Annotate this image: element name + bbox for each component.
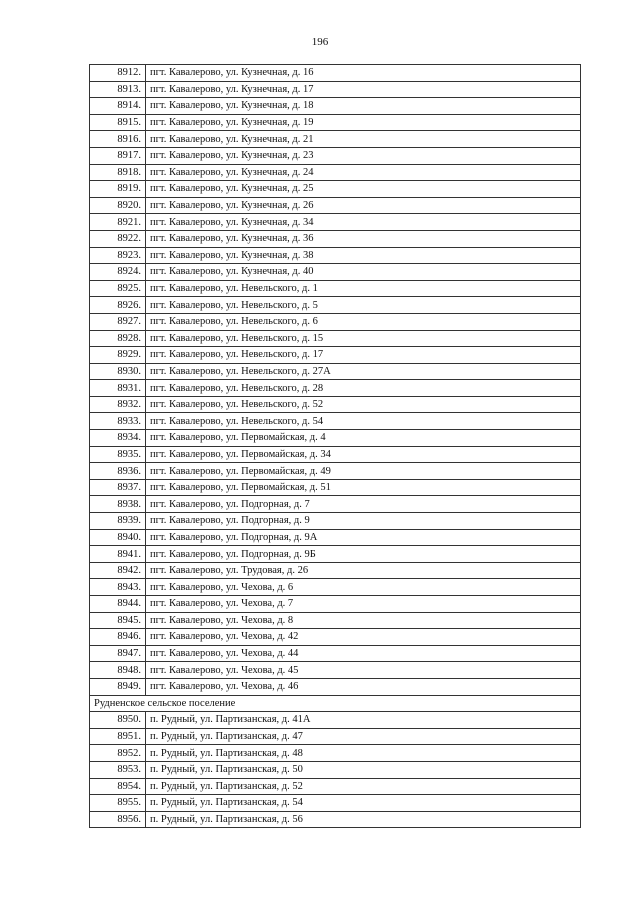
row-number: 8919.	[90, 181, 146, 198]
row-number: 8943.	[90, 579, 146, 596]
row-number: 8935.	[90, 446, 146, 463]
table-row	[90, 496, 581, 513]
table-row	[90, 778, 581, 795]
row-address: пгт. Кавалерово, ул. Чехова, д. 7	[146, 596, 581, 613]
row-address: пгт. Кавалерово, ул. Кузнечная, д. 16	[146, 65, 581, 82]
row-number: 8922.	[90, 230, 146, 247]
row-number: 8931.	[90, 380, 146, 397]
table-row	[90, 330, 581, 347]
row-number: 8928.	[90, 330, 146, 347]
row-address: п. Рудный, ул. Партизанская, д. 47	[146, 728, 581, 745]
address-registry-table	[89, 64, 581, 828]
row-number: 8954.	[90, 778, 146, 795]
row-address: пгт. Кавалерово, ул. Невельского, д. 17	[146, 347, 581, 364]
table-row	[90, 745, 581, 762]
row-address: п. Рудный, ул. Партизанская, д. 56	[146, 811, 581, 828]
row-address: пгт. Кавалерово, ул. Первомайская, д. 49	[146, 463, 581, 480]
row-address: пгт. Кавалерово, ул. Невельского, д. 52	[146, 396, 581, 413]
row-number: 8924.	[90, 264, 146, 281]
row-address: пгт. Кавалерово, ул. Чехова, д. 46	[146, 678, 581, 695]
table-row	[90, 629, 581, 646]
row-number: 8949.	[90, 678, 146, 695]
table-row	[90, 131, 581, 148]
row-address: пгт. Кавалерово, ул. Кузнечная, д. 40	[146, 264, 581, 281]
row-number: 8918.	[90, 164, 146, 181]
table-row	[90, 761, 581, 778]
row-number: 8917.	[90, 147, 146, 164]
row-number: 8929.	[90, 347, 146, 364]
table-row	[90, 181, 581, 198]
table-row	[90, 380, 581, 397]
row-number: 8914.	[90, 98, 146, 115]
table-row	[90, 413, 581, 430]
table-row	[90, 81, 581, 98]
row-address: пгт. Кавалерово, ул. Невельского, д. 15	[146, 330, 581, 347]
row-number: 8925.	[90, 280, 146, 297]
row-number: 8932.	[90, 396, 146, 413]
row-number: 8941.	[90, 546, 146, 563]
row-address: пгт. Кавалерово, ул. Кузнечная, д. 23	[146, 147, 581, 164]
row-address: пгт. Кавалерово, ул. Кузнечная, д. 19	[146, 114, 581, 131]
row-number: 8915.	[90, 114, 146, 131]
row-address: пгт. Кавалерово, ул. Подгорная, д. 9	[146, 513, 581, 530]
section-header-row	[90, 695, 581, 712]
row-address: пгт. Кавалерово, ул. Кузнечная, д. 25	[146, 181, 581, 198]
table-row	[90, 463, 581, 480]
row-address: п. Рудный, ул. Партизанская, д. 54	[146, 795, 581, 812]
row-address: пгт. Кавалерово, ул. Кузнечная, д. 18	[146, 98, 581, 115]
row-address: пгт. Кавалерово, ул. Невельского, д. 5	[146, 297, 581, 314]
row-number: 8938.	[90, 496, 146, 513]
table-row	[90, 662, 581, 679]
row-number: 8944.	[90, 596, 146, 613]
row-number: 8956.	[90, 811, 146, 828]
row-number: 8921.	[90, 214, 146, 231]
row-number: 8927.	[90, 313, 146, 330]
row-address: пгт. Кавалерово, ул. Подгорная, д. 9А	[146, 529, 581, 546]
table-row	[90, 712, 581, 729]
row-number: 8934.	[90, 430, 146, 447]
table-row	[90, 513, 581, 530]
table-row	[90, 297, 581, 314]
table-row	[90, 795, 581, 812]
row-address: пгт. Кавалерово, ул. Кузнечная, д. 24	[146, 164, 581, 181]
table-row	[90, 65, 581, 82]
row-number: 8948.	[90, 662, 146, 679]
row-number: 8951.	[90, 728, 146, 745]
row-address: пгт. Кавалерово, ул. Кузнечная, д. 17	[146, 81, 581, 98]
row-address: пгт. Кавалерово, ул. Невельского, д. 28	[146, 380, 581, 397]
row-address: пгт. Кавалерово, ул. Невельского, д. 6	[146, 313, 581, 330]
table-row	[90, 612, 581, 629]
table-row	[90, 313, 581, 330]
row-address: пгт. Кавалерово, ул. Первомайская, д. 34	[146, 446, 581, 463]
row-number: 8947.	[90, 645, 146, 662]
row-number: 8942.	[90, 562, 146, 579]
row-number: 8940.	[90, 529, 146, 546]
table-row	[90, 114, 581, 131]
row-number: 8926.	[90, 297, 146, 314]
row-number: 8937.	[90, 479, 146, 496]
row-number: 8920.	[90, 197, 146, 214]
row-address: пгт. Кавалерово, ул. Кузнечная, д. 34	[146, 214, 581, 231]
row-address: пгт. Кавалерово, ул. Первомайская, д. 4	[146, 430, 581, 447]
row-number: 8916.	[90, 131, 146, 148]
table-row	[90, 446, 581, 463]
table-row	[90, 562, 581, 579]
table-row	[90, 264, 581, 281]
row-address: пгт. Кавалерово, ул. Невельского, д. 27А	[146, 363, 581, 380]
table-row	[90, 363, 581, 380]
table-row	[90, 347, 581, 364]
table-row	[90, 214, 581, 231]
row-address: пгт. Кавалерово, ул. Кузнечная, д. 21	[146, 131, 581, 148]
row-address: п. Рудный, ул. Партизанская, д. 50	[146, 761, 581, 778]
row-address: пгт. Кавалерово, ул. Подгорная, д. 9Б	[146, 546, 581, 563]
row-address: пгт. Кавалерово, ул. Кузнечная, д. 26	[146, 197, 581, 214]
row-number: 8955.	[90, 795, 146, 812]
row-number: 8923.	[90, 247, 146, 264]
row-number: 8930.	[90, 363, 146, 380]
row-address: пгт. Кавалерово, ул. Кузнечная, д. 38	[146, 247, 581, 264]
row-number: 8950.	[90, 712, 146, 729]
table-row	[90, 396, 581, 413]
row-address: п. Рудный, ул. Партизанская, д. 52	[146, 778, 581, 795]
row-number: 8939.	[90, 513, 146, 530]
table-row	[90, 164, 581, 181]
row-address: п. Рудный, ул. Партизанская, д. 48	[146, 745, 581, 762]
page-number: 196	[311, 36, 329, 48]
row-address: пгт. Кавалерово, ул. Невельского, д. 1	[146, 280, 581, 297]
row-number: 8945.	[90, 612, 146, 629]
row-address: пгт. Кавалерово, ул. Трудовая, д. 26	[146, 562, 581, 579]
row-address: пгт. Кавалерово, ул. Чехова, д. 45	[146, 662, 581, 679]
row-address: пгт. Кавалерово, ул. Кузнечная, д. 36	[146, 230, 581, 247]
table-row	[90, 197, 581, 214]
table-row	[90, 546, 581, 563]
table-row	[90, 811, 581, 828]
registry-table-body	[90, 65, 581, 828]
section-title: Рудненское сельское поселение	[90, 695, 581, 712]
row-address: пгт. Кавалерово, ул. Подгорная, д. 7	[146, 496, 581, 513]
row-address: пгт. Кавалерово, ул. Чехова, д. 6	[146, 579, 581, 596]
row-address: п. Рудный, ул. Партизанская, д. 41А	[146, 712, 581, 729]
row-address: пгт. Кавалерово, ул. Чехова, д. 42	[146, 629, 581, 646]
table-row	[90, 430, 581, 447]
table-row	[90, 678, 581, 695]
row-number: 8936.	[90, 463, 146, 480]
table-row	[90, 645, 581, 662]
table-row	[90, 529, 581, 546]
table-row	[90, 230, 581, 247]
table-row	[90, 98, 581, 115]
row-number: 8913.	[90, 81, 146, 98]
table-row	[90, 728, 581, 745]
row-address: пгт. Кавалерово, ул. Чехова, д. 8	[146, 612, 581, 629]
table-row	[90, 579, 581, 596]
row-number: 8952.	[90, 745, 146, 762]
table-row	[90, 596, 581, 613]
row-number: 8933.	[90, 413, 146, 430]
row-number: 8953.	[90, 761, 146, 778]
table-row	[90, 479, 581, 496]
row-address: пгт. Кавалерово, ул. Невельского, д. 54	[146, 413, 581, 430]
row-number: 8946.	[90, 629, 146, 646]
table-row	[90, 147, 581, 164]
row-address: пгт. Кавалерово, ул. Чехова, д. 44	[146, 645, 581, 662]
table-row	[90, 247, 581, 264]
row-number: 8912.	[90, 65, 146, 82]
row-address: пгт. Кавалерово, ул. Первомайская, д. 51	[146, 479, 581, 496]
table-row	[90, 280, 581, 297]
